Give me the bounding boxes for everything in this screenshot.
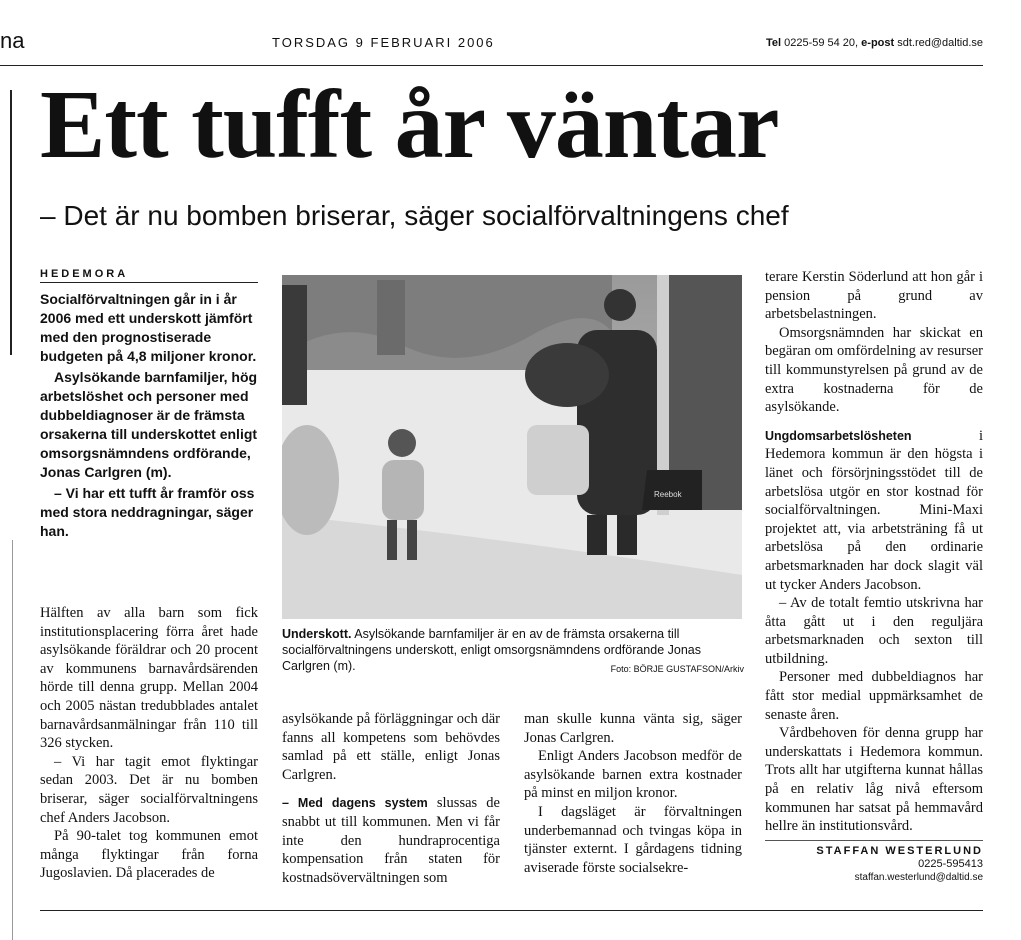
body-paragraph: Hälften av alla barn som fick institutionsplacering förra året hade asylsökande föräldrar och 20 procent av kommunens barnavårdsärenden hörde till denna grupp. Mellan 2004 och 2005 nästan tredubblades antalet barnavårdsanmälningar från 110 till 326 stycken.	[40, 605, 258, 752]
body-paragraph: Vårdbehoven för denna grupp har underskattats i Hedemora kommun. Trots allt har utgifterna kunnat hållas på en relativ låg nivå eftersom kommunen har satsat på hemmavård hellre än institutionsvård.	[765, 725, 983, 835]
body-paragraph	[765, 427, 983, 594]
author-signature	[816, 845, 983, 884]
author-phone: 0225-595413	[918, 858, 983, 870]
runin-heading: Ungdomsarbetslösheten	[765, 428, 912, 443]
signature-rule	[765, 840, 983, 841]
page-section-fragment: na	[0, 28, 25, 53]
lead-paragraphs	[40, 290, 258, 541]
left-edge-bar	[10, 90, 12, 355]
body-column-3	[524, 710, 742, 877]
body-paragraph: På 90-talet tog kommunen emot många flyktingar från forna Jugoslavien. Då placerades de	[40, 828, 258, 882]
lead-paragraph: – Vi har ett tufft år framför oss med stora neddragningar, säger han.	[40, 485, 255, 539]
tel-label: Tel	[765, 37, 782, 49]
email-address: sdt.red@daltid.se	[897, 37, 983, 49]
left-edge-bar-lower	[12, 540, 13, 940]
issue-date: TORSDAG 9 FEBRUARI 2006	[272, 35, 495, 50]
headline: Ett tufft år väntar	[40, 71, 779, 179]
body-paragraph: – Vi har tagit emot flyktingar sedan 2003. Det är nu bomben briserar, säger socialförvaltningens chef Anders Jacobson.	[40, 753, 258, 826]
lead-paragraph: Socialförvaltningen går in i år 2006 med ett underskott jämfört med den prognostiserade budgeten på 4,8 miljoner kronor.	[40, 291, 257, 364]
body-paragraph: Omsorgsnämnden har skickat en begäran om omfördelning av resurser till kommunstyrelsen på grund av de extra kostnaderna för de asylsökande.	[765, 324, 983, 416]
body-column-2	[282, 710, 500, 887]
body-paragraph: Enligt Anders Jacobson medför de asylsökande barnen extra kostnader på minst en miljon kronor.	[524, 748, 742, 802]
tel-number: 0225-59 54 20,	[784, 37, 859, 49]
body-paragraph: I dagsläget är förvaltningen underbemannad och tvingas köpa in tjänster externt. I gårdagens tidning aviserade förste socialsekre-	[524, 803, 742, 876]
body-paragraph-text: slussas de snabbt ut till kommunen. Men vi får inte den hundraprocentiga kompensation från staten för kostnadsövervältningen som	[282, 795, 500, 886]
dateline-rule	[40, 282, 258, 283]
body-column-4	[765, 268, 983, 836]
contact-line	[766, 37, 983, 49]
bag-brand-text: Reebok	[654, 490, 682, 499]
footer-rule	[40, 910, 983, 911]
lead-paragraph: Asylsökande barnfamiljer, hög arbetslöshet och personer med dubbeldiagnoser är de främsta orsakerna till underskottet enligt omsorgsnämndens ordförande, Jonas Carlgren (m).	[40, 369, 258, 480]
body-column-1	[40, 604, 258, 883]
email-label: e-post	[861, 37, 895, 49]
dateline: HEDEMORA	[40, 268, 129, 280]
photo-credit: Foto: BÖRJE GUSTAFSON/Arkiv	[610, 664, 744, 674]
body-paragraph: asylsökande på förläggningar och där fanns all kompetens som behövdes samlad på ett ställe, enligt Jonas Carlgren.	[282, 711, 500, 783]
news-photo	[282, 275, 742, 619]
author-email: staffan.westerlund@daltid.se	[854, 872, 983, 883]
body-paragraph: terare Kerstin Söderlund att hon går i pension på grund av arbetsbelastningen.	[765, 269, 983, 323]
caption-text: Asylsökande barnfamiljer är en av de främsta orsakerna till socialförvaltningens underskott, enligt omsorgsnämndens ordförande Jonas Carlgren (m).	[282, 627, 701, 673]
photo-caption	[282, 626, 744, 677]
body-paragraph: man skulle kunna vänta sig, säger Jonas Carlgren.	[524, 711, 742, 746]
author-name: STAFFAN WESTERLUND	[816, 845, 983, 857]
body-paragraph	[282, 794, 500, 887]
body-paragraph: Personer med dubbeldiagnos har fått stor medial uppmärksamhet de senaste åren.	[765, 669, 983, 723]
photo-illustration	[282, 275, 742, 619]
header-rule	[0, 65, 983, 66]
caption-label: Underskott.	[282, 627, 352, 641]
runin-heading: – Med dagens system	[282, 796, 428, 811]
body-paragraph: – Av de totalt femtio utskrivna har åtta gått ut i den reguljära arbetsmarknaden och sexton till utbildning.	[765, 595, 983, 667]
body-paragraph-text: i Hedemora kommun är den högsta i länet och försörjningsstödet till de arbetslösa utgör en stor kostnad för socialförvaltningen. Mini-Maxi projektet att, via arbetsträning få ut arbetslösa på den ordinarie arbetsmarknaden har dock slagit väl ut tycker Anders Jacobson.	[765, 427, 983, 593]
subheadline: – Det är nu bomben briserar, säger socialförvaltningens chef	[40, 200, 789, 231]
